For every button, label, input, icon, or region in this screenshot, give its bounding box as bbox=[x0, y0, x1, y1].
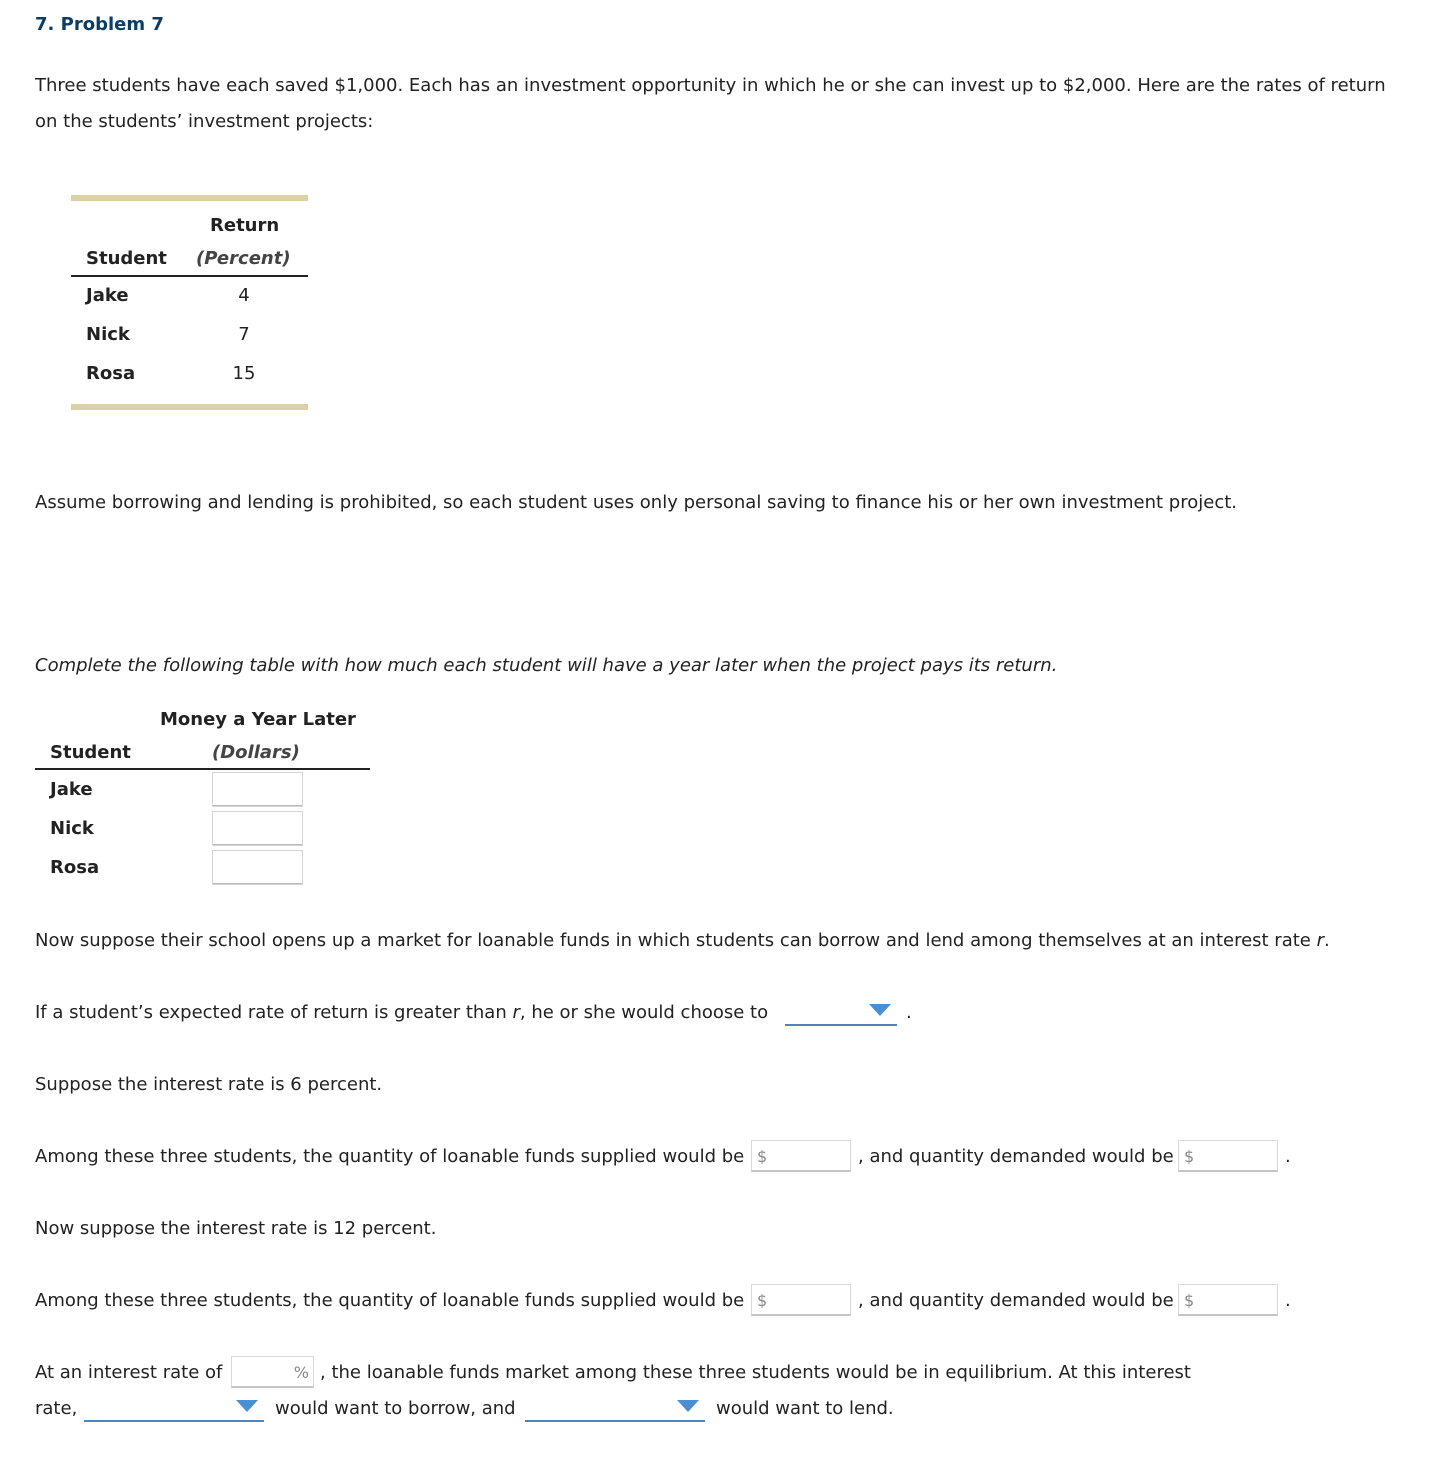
nick-money-input[interactable] bbox=[212, 811, 303, 846]
market-period: . bbox=[1324, 930, 1330, 951]
eq-middle: , the loanable funds market among these three students would be in equilibrium. At this interest bbox=[320, 1362, 1191, 1383]
money-header-bottom: (Dollars) bbox=[212, 742, 300, 763]
choice-dropdown[interactable] bbox=[785, 998, 897, 1026]
qty6-prefix: Among these three students, the quantity of loanable funds supplied would be bbox=[35, 1146, 745, 1167]
problem-title: 7. Problem 7 bbox=[35, 14, 164, 35]
money-header-rule bbox=[35, 768, 370, 770]
qty6-supplied-input[interactable]: $ bbox=[751, 1140, 851, 1172]
intro-paragraph bbox=[35, 68, 1405, 140]
choice-prefix: If a student’s expected rate of return is greater than bbox=[35, 1002, 507, 1023]
intro-line-1: Three students have each saved $1,000. Each has an investment opportunity in which he or she can invest up to $2,000. Here are the rates of return bbox=[35, 75, 1386, 96]
qty12-prefix: Among these three students, the quantity of loanable funds supplied would be bbox=[35, 1290, 745, 1311]
choice-suffix: . bbox=[906, 1002, 912, 1023]
return-header-top: Return bbox=[210, 215, 280, 236]
return-header-bottom: (Percent) bbox=[196, 248, 291, 269]
eq-borrow-text: would want to borrow, and bbox=[275, 1398, 516, 1419]
money-row-student: Nick bbox=[50, 818, 94, 839]
chevron-down-icon bbox=[677, 1400, 699, 1412]
money-row-student: Rosa bbox=[50, 857, 100, 878]
table-row-return: 4 bbox=[238, 285, 250, 306]
table-row-return: 7 bbox=[238, 324, 250, 345]
chevron-down-icon bbox=[236, 1400, 258, 1412]
money-header-top: Money a Year Later bbox=[160, 709, 356, 730]
qty12-suffix: . bbox=[1285, 1290, 1291, 1311]
market-rate-var: r bbox=[1316, 930, 1325, 951]
market-text bbox=[35, 930, 1330, 951]
rosa-money-input[interactable] bbox=[212, 850, 303, 885]
table-row-return: 15 bbox=[232, 363, 256, 384]
qty12-middle: , and quantity demanded would be bbox=[858, 1290, 1174, 1311]
money-student-header: Student bbox=[50, 742, 131, 763]
table-row-student: Nick bbox=[86, 324, 130, 345]
instruction-text: Complete the following table with how much each student will have a year later when the project pays its return. bbox=[35, 655, 1058, 676]
qty6-demanded-input[interactable]: $ bbox=[1178, 1140, 1278, 1172]
choice-rate-var: r bbox=[512, 1002, 520, 1023]
table-header-rule bbox=[71, 275, 308, 277]
table-bottom-rule bbox=[71, 404, 308, 410]
choice-middle: , he or she would choose to bbox=[519, 1002, 769, 1023]
eq-lend-text: would want to lend. bbox=[716, 1398, 894, 1419]
qty6-suffix: . bbox=[1285, 1146, 1291, 1167]
chevron-down-icon bbox=[869, 1004, 891, 1016]
table-top-rule bbox=[71, 195, 308, 201]
market-sentence: Now suppose their school opens up a market for loanable funds in which students can borrow and lend among themselves at an interest rate bbox=[35, 930, 1311, 951]
qty12-supplied-input[interactable]: $ bbox=[751, 1284, 851, 1316]
table-row-student: Jake bbox=[86, 285, 129, 306]
qty12-demanded-input[interactable]: $ bbox=[1178, 1284, 1278, 1316]
lender-dropdown[interactable] bbox=[525, 1394, 705, 1422]
table-row-student: Rosa bbox=[86, 363, 136, 384]
rate6-text: Suppose the interest rate is 6 percent. bbox=[35, 1074, 383, 1095]
qty6-middle: , and quantity demanded would be bbox=[858, 1146, 1174, 1167]
student-header: Student bbox=[86, 248, 167, 269]
rate12-text: Now suppose the interest rate is 12 percent. bbox=[35, 1218, 437, 1239]
choice-question bbox=[35, 1002, 768, 1023]
assumption-text: Assume borrowing and lending is prohibited, so each student uses only personal saving to finance his or her own investment project. bbox=[35, 492, 1238, 513]
eq-prefix: At an interest rate of bbox=[35, 1362, 223, 1383]
intro-line-2: on the students’ investment projects: bbox=[35, 111, 374, 132]
money-row-student: Jake bbox=[50, 779, 93, 800]
borrower-dropdown[interactable] bbox=[84, 1394, 264, 1422]
eq-rate-input[interactable]: % bbox=[231, 1356, 314, 1388]
jake-money-input[interactable] bbox=[212, 772, 303, 807]
eq-line2-prefix: rate, bbox=[35, 1398, 78, 1419]
